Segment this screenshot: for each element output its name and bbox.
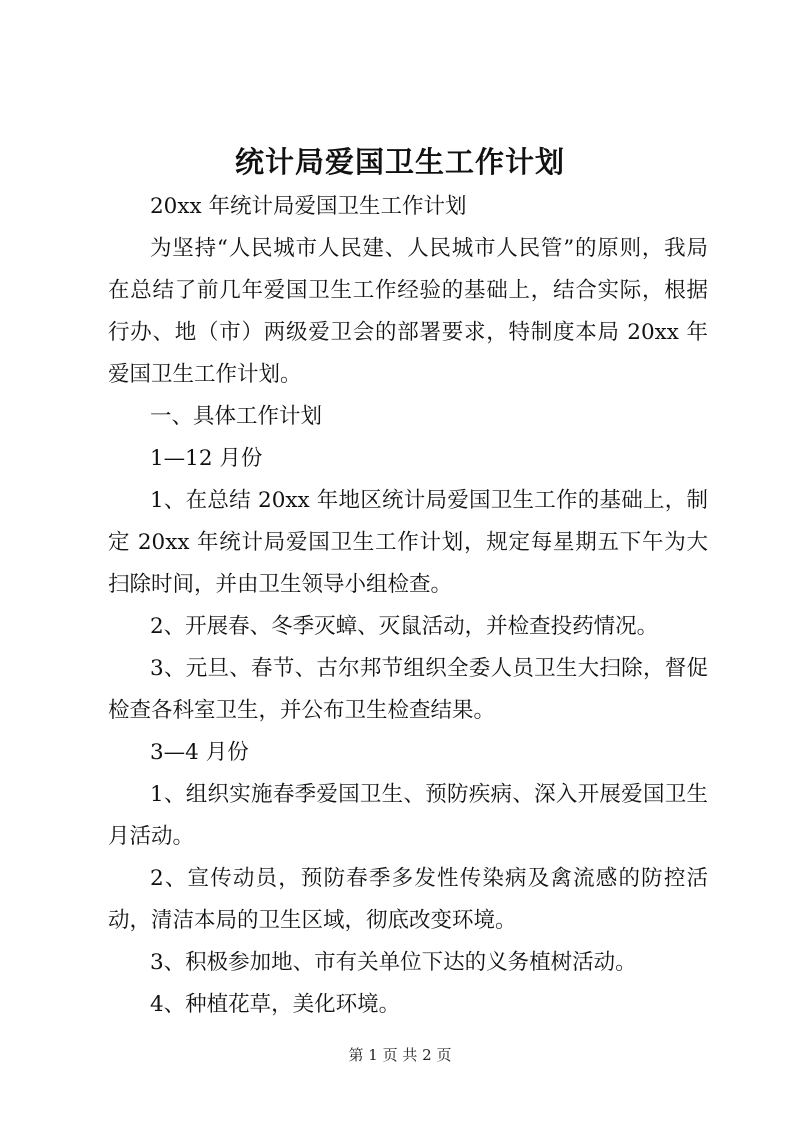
paragraph-subtitle: 20xx 年统计局爱国卫生工作计划 bbox=[150, 194, 467, 219]
paragraph-item: 2、开展春、冬季灭蟑、灭鼠活动，并检查投药情况。 bbox=[150, 614, 659, 639]
paragraph-item: 4、种植花草，美化环境。 bbox=[150, 992, 401, 1017]
document-title: 统计局爱国卫生工作计划 bbox=[234, 145, 565, 179]
document-body bbox=[108, 186, 708, 1026]
period-heading-jan-dec: 1—12 月份 bbox=[150, 446, 263, 471]
paragraph-item: 1、组织实施春季爱国卫生、预防疾病、深入开展爱国卫生月活动。 bbox=[108, 782, 708, 849]
paragraph-item: 3、积极参加地、市有关单位下达的义务植树活动。 bbox=[150, 950, 637, 975]
paragraph-item: 2、宣传动员，预防春季多发性传染病及禽流感的防控活动，清洁本局的卫生区域，彻底改变环境。 bbox=[108, 866, 708, 933]
paragraph-item: 3、元旦、春节、古尔邦节组织全委人员卫生大扫除，督促检查各科室卫生，并公布卫生检查结果。 bbox=[108, 656, 708, 723]
section-heading: 一、具体工作计划 bbox=[150, 404, 323, 429]
paragraph-intro: 为坚持“人民城市人民建、人民城市人民管”的原则，我局在总结了前几年爱国卫生工作经验的基础上，结合实际，根据行办、地（市）两级爱卫会的部署要求，特制度本局 20xx 年爱国卫生工作计划。 bbox=[108, 236, 708, 387]
period-heading-mar-apr: 3—4 月份 bbox=[150, 740, 249, 765]
page-number-footer: 第 1 页 共 2 页 bbox=[348, 1046, 452, 1064]
paragraph-item: 1、在总结 20xx 年地区统计局爱国卫生工作的基础上，制定 20xx 年统计局爱国卫生工作计划，规定每星期五下午为大扫除时间，并由卫生领导小组检查。 bbox=[108, 488, 708, 597]
